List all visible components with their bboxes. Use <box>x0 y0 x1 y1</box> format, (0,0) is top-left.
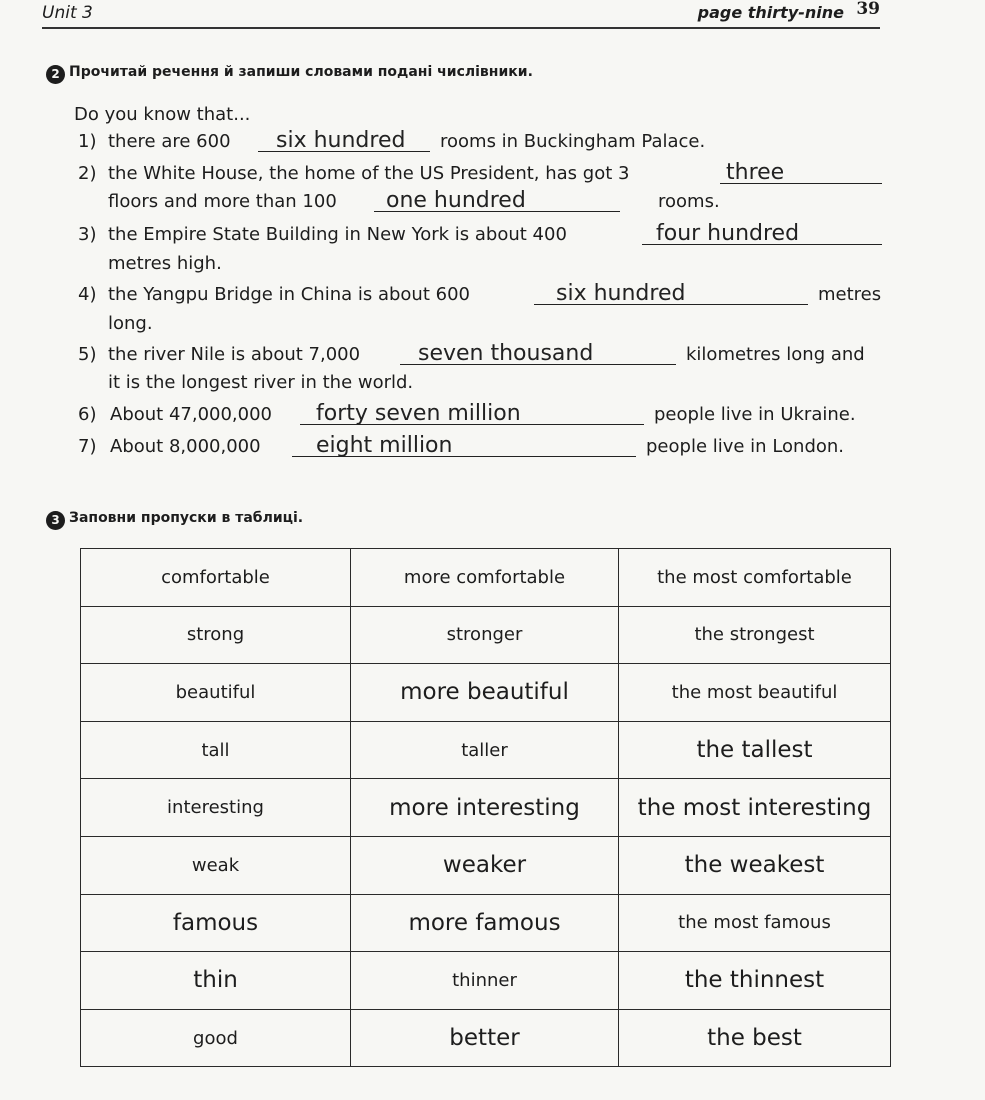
answer-blank[interactable] <box>258 121 430 152</box>
exercise-item-3: 3) the Empire State Building in New York is about 400 four hundred <box>78 219 886 249</box>
superlative-cell: the best <box>619 1009 891 1067</box>
comparative-cell: more interesting <box>351 779 619 837</box>
comparative-cell: thinner <box>351 952 619 1010</box>
adjective-cell: famous <box>81 894 351 952</box>
exercise-number-badge: 2 <box>46 65 65 84</box>
adjective-cell: weak <box>81 836 351 894</box>
answer-blank[interactable] <box>400 334 676 365</box>
adjective-cell: strong <box>81 606 351 664</box>
exercise-item-7: 7) About 8,000,000 eight million people live in London. <box>78 431 886 461</box>
exercise-item-6: 6) About 47,000,000 forty seven million people live in Ukraine. <box>78 399 886 429</box>
superlative-cell: the most interesting <box>619 779 891 837</box>
handwritten-answer: six hundred <box>276 128 406 153</box>
comparative-cell: taller <box>351 721 619 779</box>
superlative-cell: the thinnest <box>619 952 891 1010</box>
adjective-cell: tall <box>81 721 351 779</box>
superlative-cell: the most famous <box>619 894 891 952</box>
exercise-2-intro: Do you know that... <box>74 104 251 125</box>
exercise-2-instruction: Прочитай речення й запиши словами подані числівники. <box>69 64 533 80</box>
handwritten-answer: one hundred <box>386 188 526 213</box>
superlative-cell: the weakest <box>619 836 891 894</box>
exercise-item-4: 4) the Yangpu Bridge in China is about 600 six hundred metres <box>78 279 886 309</box>
handwritten-answer: six hundred <box>556 281 686 306</box>
table-row <box>81 549 891 607</box>
table-row <box>81 952 891 1010</box>
comparative-cell: better <box>351 1009 619 1067</box>
page-number: 39 <box>856 0 880 19</box>
adjective-cell: interesting <box>81 779 351 837</box>
table-row <box>81 894 891 952</box>
answer-blank[interactable] <box>642 214 882 245</box>
exercise-2-heading <box>46 64 533 84</box>
page-words: page thirty-nine <box>697 3 844 22</box>
answer-blank[interactable] <box>374 181 620 212</box>
table-row <box>81 779 891 837</box>
table-row <box>81 721 891 779</box>
superlative-cell: the strongest <box>619 606 891 664</box>
table-row <box>81 606 891 664</box>
exercise-3-heading <box>46 510 303 530</box>
comparative-cell: more famous <box>351 894 619 952</box>
unit-label: Unit 3 <box>42 3 93 23</box>
adjective-cell: beautiful <box>81 664 351 722</box>
adjective-cell: thin <box>81 952 351 1010</box>
superlative-cell: the most comfortable <box>619 549 891 607</box>
comparative-cell: stronger <box>351 606 619 664</box>
answer-blank[interactable] <box>300 394 644 425</box>
comparative-cell: weaker <box>351 836 619 894</box>
exercise-item-3-line-2: metres high. <box>108 253 222 274</box>
handwritten-answer: eight million <box>316 433 453 458</box>
answer-blank[interactable] <box>534 274 808 305</box>
exercise-item-5: 5) the river Nile is about 7,000 seven thousand kilometres long and <box>78 339 886 369</box>
exercise-item-5-line-2: it is the longest river in the world. <box>108 372 414 393</box>
page-header <box>42 0 880 29</box>
comparative-cell: more beautiful <box>351 664 619 722</box>
handwritten-answer: four hundred <box>656 221 800 246</box>
superlative-cell: the tallest <box>619 721 891 779</box>
table-row <box>81 1009 891 1067</box>
adjective-cell: comfortable <box>81 549 351 607</box>
table-row <box>81 664 891 722</box>
superlative-cell: the most beautiful <box>619 664 891 722</box>
handwritten-answer: forty seven million <box>316 401 521 426</box>
adjective-cell: good <box>81 1009 351 1067</box>
answer-blank[interactable] <box>720 153 882 184</box>
table-row <box>81 836 891 894</box>
comparison-table <box>80 548 891 1067</box>
exercise-number-badge: 3 <box>46 511 65 530</box>
exercise-item-4-line-2: long. <box>108 313 153 334</box>
exercise-item-2: 2) the White House, the home of the US President, has got 3 three <box>78 158 886 188</box>
answer-blank[interactable] <box>292 426 636 457</box>
comparative-cell: more comfortable <box>351 549 619 607</box>
handwritten-answer: three <box>726 160 785 185</box>
exercise-item-1: 1) there are 600 six hundred rooms in Buckingham Palace. <box>78 126 886 156</box>
exercise-3-instruction: Заповни пропуски в таблиці. <box>69 510 304 526</box>
handwritten-answer: seven thousand <box>418 341 594 366</box>
exercise-item-2-line-2: floors and more than 100 one hundred rooms. <box>78 186 886 216</box>
